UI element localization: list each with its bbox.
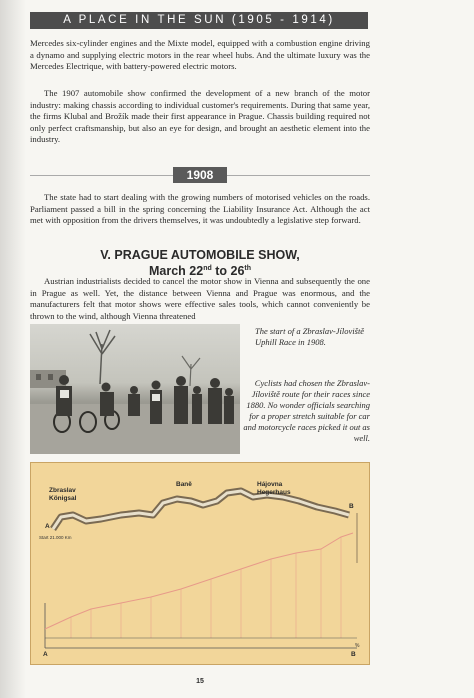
photo-caption: The start of a Zbraslav-Jíloviště Uphill Race in 1908. bbox=[255, 326, 365, 347]
paragraph-austrian-industrialists: Austrian industrialists decided to cancel the motor show in Vienna and subsequently the one in Prague as well. Yet, the distance between Vienna and Prague was enormous, and the manufacturers felt that motor shows were effective sales tools, which cannot conveniently be thrown to the wind, although Vienna threatened bbox=[30, 276, 370, 321]
section-date-start: March 22 bbox=[148, 264, 204, 279]
map-point-a: A bbox=[45, 523, 50, 530]
section-title bbox=[30, 249, 370, 278]
map-label-zbraslav-de: Königsal bbox=[49, 495, 77, 502]
chapter-header: A PLACE IN THE SUN (1905 - 1914) bbox=[30, 12, 368, 29]
paragraph-intro: Mercedes six-cylinder engines and the Mixte model, equipped with a combustion engine driving a dynamo and supplying electric motors in the rear wheel hubs. And the ultimate luxury was the Mercedes Electrique, with battery-powered electric motors. bbox=[30, 38, 370, 72]
section-date-end-suffix: th bbox=[244, 265, 252, 272]
map-point-b: B bbox=[349, 503, 354, 510]
page-binding-shadow bbox=[0, 0, 26, 698]
start-distance-note: Start 21.000 Km bbox=[39, 535, 72, 540]
route-map-and-elevation-profile bbox=[30, 462, 370, 665]
paragraph-1907-show: The 1907 automobile show confirmed the development of a new branch of the motor industry: making chassis according to individual customer's requirements. During that same year, the firms Klubal and Brožík made their first appearance in Prague. Chassis building required not only perfect craftsmanship, but also an eye for design, and brought an aesthetic element into the industry. bbox=[30, 88, 370, 145]
historic-race-photo bbox=[30, 324, 240, 454]
section-date-end: to 26 bbox=[211, 264, 245, 279]
map-label-zbraslav-cz: Zbraslav bbox=[49, 487, 76, 494]
paragraph-state-roads: The state had to start dealing with the growing numbers of motorised vehicles on the roads. Parliament passed a bill in the spring concerning the Liability Insurance Act. Although the act met with opposition from the drivers themselves, it was undoubtedly a legislative step forward. bbox=[30, 192, 370, 226]
page-number: 15 bbox=[196, 678, 204, 685]
year-heading: 1908 bbox=[173, 167, 227, 183]
map-label-zbraslav bbox=[49, 487, 76, 503]
map-label-hajovna bbox=[257, 481, 291, 497]
photo-illustration bbox=[30, 324, 240, 454]
map-label-hajovna-de: Hegerhaus bbox=[257, 489, 291, 496]
profile-point-a: A bbox=[43, 651, 48, 658]
map-label-bane: Baně bbox=[176, 481, 192, 488]
section-date-start-suffix: nd bbox=[203, 265, 212, 272]
gradient-percent-label: % bbox=[355, 643, 360, 649]
section-title-line1: V. PRAGUE AUTOMOBILE SHOW, bbox=[100, 248, 300, 262]
profile-point-b: B bbox=[351, 651, 356, 658]
side-caption: Cyclists had chosen the Zbraslav-Jíloviště route for their races since 1880. No wonder officials searching for a proper stretch suitable for car and motorcycle races picked it out as well. bbox=[243, 378, 370, 443]
map-label-hajovna-cz: Hájovna bbox=[257, 481, 283, 488]
route-map-graphic bbox=[31, 463, 371, 666]
